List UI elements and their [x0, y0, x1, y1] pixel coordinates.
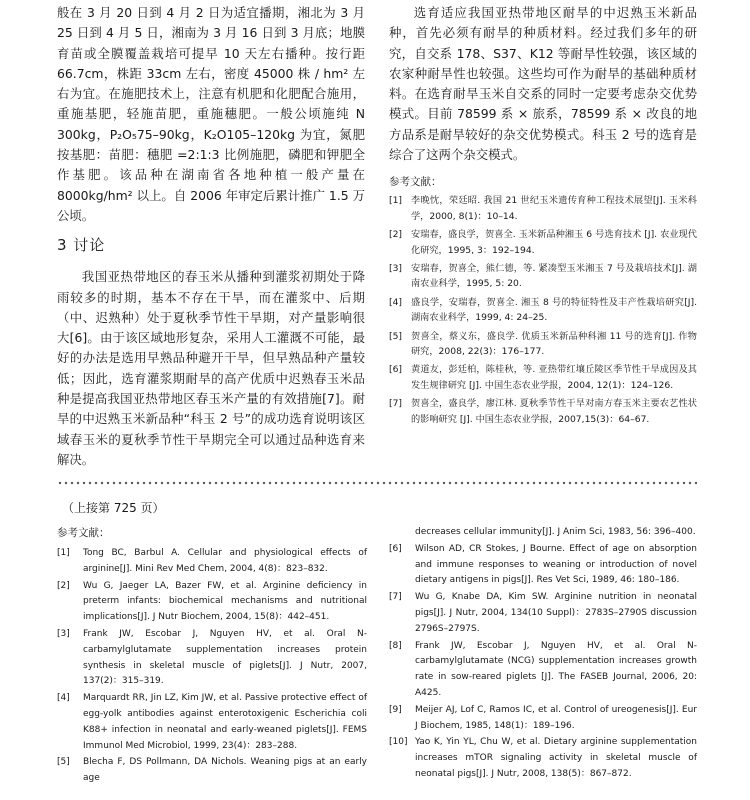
reference-text: Blecha F, DS Pollmann, DA Nichols. Weaning pigs at an early age [83, 757, 367, 784]
reference-number: [5] [389, 330, 403, 342]
reference-text: 李晚忱，荣廷昭. 我国 21 世纪玉米遗传育种工程技术展望[J]. 玉米科学，2000, 8(1)：10–14. [411, 195, 697, 222]
reference-item [57, 691, 367, 754]
reference-item [389, 329, 697, 360]
reference-number: [6] [389, 364, 403, 376]
reference-text: Wilson AD, CR Stokes, J Bourne. Effect of age on absorption and immune responses to weaning or introduction of novel dietary antigens in pigs[J]. Res Vet Sci, 1989, 46: 180–186. [415, 543, 697, 586]
reference-item [57, 546, 367, 578]
reference-item [389, 396, 697, 427]
reference-list [389, 525, 697, 783]
continued-note: （上接第 725 页） [62, 501, 165, 515]
body-paragraph: 我国亚热带地区的春玉米从播种到灌浆初期处于降雨较多的时期，基本不存在干旱，而在灌浆中、后期（中、迟熟种）处于夏秋季节性干旱期，对产量影响很大[6]。由于该区域地形复杂，采用人工灌溉不可能，最好的办法是选用早熟品种避开干旱，但早熟品种产量较低；因此，选育灌浆期耐旱的高产优质中迟熟春玉米品种是提高我国亚热带地区春玉米产量的有效措施[7]。耐旱的中迟熟玉米新品种“科玉 2 号”的成功选育说明该区域春玉米的夏秋季节性干旱期完全可以通过品种选育来解决。 [57, 269, 365, 467]
reference-text: Tong BC, Barbul A. Cellular and physiological effects of arginine[J]. Mini Rev Med Chem, 2004, 4(8)：823–832. [83, 548, 367, 574]
reference-item [389, 639, 697, 702]
reference-number: [6] [389, 543, 402, 554]
reference-text: decreases cellular immunity[J]. J Anim Sci, 1983, 56: 396–400. [415, 527, 696, 537]
reference-number: [7] [389, 398, 403, 410]
reference-number: [3] [57, 628, 70, 639]
reference-text: Wu G, Jaeger LA, Bazer FW, et al. Arginine deficiency in preterm infants: biochemical mechanisms and nutritional implications[J]. J Nutr Biochem, 2004, 15(8)：442–451. [83, 580, 367, 623]
reference-item [389, 227, 697, 258]
reference-number: [7] [389, 592, 402, 603]
reference-item [389, 735, 697, 782]
reference-item [389, 261, 697, 292]
body-paragraph: 般在 3 月 20 日到 4 月 2 日为适宜播期，湘北为 3 月 25 日到 4 月 5 日，湘南为 3 月 16 日到 3 月底；地膜育苗或全膜覆盖栽培可提早 10 天左右播种。按行距 66.7cm，株距 33cm 左右，密度 45000 株 / hm² 左右为宜。在施肥技术上，注意有机肥和化肥配合施用，重施基肥，轻施苗肥，重施穗肥。一般公顷施纯 N 300kg，P₂O₅75–90kg，K₂O105–120kg 为宜，氮肥按基肥：苗肥：穗肥 =2:1:3 比例施肥，磷肥和钾肥全作基肥。该品种在湖南省各地种植一般产量在 8000kg/hm² 以上。自 2006 年审定后累计推广 1.5 万公顷。 [57, 5, 365, 223]
reference-text: Frank JW, Escobar J, Nguyen HV, et al. Oral N-carbamylglutamate supplementation increases protein synthesis in skeletal muscle of piglets[J]. J Nutr, 2007, 137(2)：315–319. [83, 628, 367, 687]
reference-number: [2] [57, 580, 70, 591]
reference-item [57, 579, 367, 626]
reference-item [57, 755, 367, 787]
right-column [389, 3, 697, 430]
reference-text: Wu G, Knabe DA, Kim SW. Arginine nutrition in neonatal pigs[J]. J Nutr, 2004, 134(10 Suppl)：2783S–2790S discussion 2796S–2797S. [415, 592, 697, 634]
dotted-divider [57, 480, 697, 486]
reference-text: 黄道友，彭廷柏，陈桂秋，等. 亚热带红壤丘陵区季节性干旱成因及其发生规律研究 [J]. 中国生态农业学报，2004, 12(1)：124–126. [411, 364, 697, 391]
reference-item [389, 703, 697, 735]
reference-item [389, 542, 697, 589]
reference-text: 安瑞春，盛良学，贺喜全. 玉米新品种湘玉 6 号选育技术 [J]. 农业现代化研究，1995, 3：192–194. [411, 229, 697, 256]
reference-number: [3] [389, 263, 403, 274]
section-title: 3 讨论 [57, 236, 106, 255]
reference-text: Frank JW, Escobar J, Nguyen HV, et al. Oral N-carbamylglutamate (NCG) supplementation increases growth rate in sow-reared piglets [J]. The FASEB Journal, 2006, 20: A425. [415, 640, 697, 698]
reference-number: [5] [57, 757, 70, 768]
reference-list [57, 546, 367, 787]
reference-item [389, 362, 697, 393]
reference-number: [10] [389, 737, 408, 748]
reference-text: 盛良学，安瑞春，贺喜全. 湘玉 8 号的特征特性及丰产性栽培研究[J]. 湖南农业科学，1999, 4: 24–25. [411, 296, 697, 324]
reference-item [57, 627, 367, 690]
reference-text: 贺喜全，盛良学，廖江林. 夏秋季节性干旱对南方春玉米主要农艺性状的影响研究 [J]. 中国生态农业学报，2007,15(3)：64–67. [411, 398, 697, 425]
references-heading: 参考文献： [57, 527, 110, 539]
reference-number: [8] [389, 640, 402, 651]
reference-item [389, 590, 697, 637]
reference-text: Yao K, Yin YL, Chu W, et al. Dietary arginine supplementation increases mTOR signaling activity in skeletal muscle of neonatal pigs[J]. J Nutr, 2008, 138(5)：867–872. [415, 737, 697, 779]
references-heading: 参考文献： [389, 176, 442, 189]
body-paragraph: 选育适应我国亚热带地区耐旱的中迟熟玉米新品种，首先必须有耐旱的种质材料。经过我们多年的研究，自交系 178、S37、K12 等耐旱性较强，该区域的农家种耐旱性也较强。这些均可作为耐旱的基础种质材料。在选育耐旱玉米自交系的同时一定要考虑杂交优势模式。目前 78599 系 × 旅系，78599 系 × 改良的地方品系是耐旱较好的杂交优势模式。科玉 2 号的选育是综合了这两个杂交模式。 [389, 5, 697, 163]
reference-continuation [389, 525, 697, 541]
reference-item [389, 295, 697, 326]
reference-number: [4] [389, 296, 403, 308]
reference-list [389, 193, 697, 427]
reference-number: [1] [57, 548, 70, 558]
reference-item [389, 193, 697, 224]
reference-number: [2] [389, 229, 403, 241]
reference-number: [9] [389, 704, 402, 715]
left-column [57, 3, 365, 470]
bottom-left-references [57, 525, 367, 788]
reference-text: 贺喜全，蔡义东，盛良学. 优质玉米新品种科湘 11 号的选育[J]. 作物研究，2008, 22(3)：176–177. [411, 330, 697, 358]
reference-text: Meijer AJ, Lof C, Ramos IC, et al. Control of ureogenesis[J]. Eur J Biochem, 1985, 148(1)：189–196. [415, 704, 697, 731]
reference-number: [1] [389, 195, 403, 207]
reference-number: [4] [57, 693, 70, 704]
reference-text: Marquardt RR, Jin LZ, Kim JW, et al. Passive protective effect of egg-yolk antibodies against enterotoxigenic Escherichia coli K88+ infection in neonatal and early-weaned piglets[J]. FEMS Immunol Med Microbiol, 1999, 23(4)：283–288. [83, 693, 367, 751]
reference-text: 安瑞春，贺喜全，熊仁德，等. 紧凑型玉米湘玉 7 号及栽培技术[J]. 湖南农业科学，1995, 5: 20. [411, 263, 697, 290]
bottom-right-references [389, 525, 697, 784]
